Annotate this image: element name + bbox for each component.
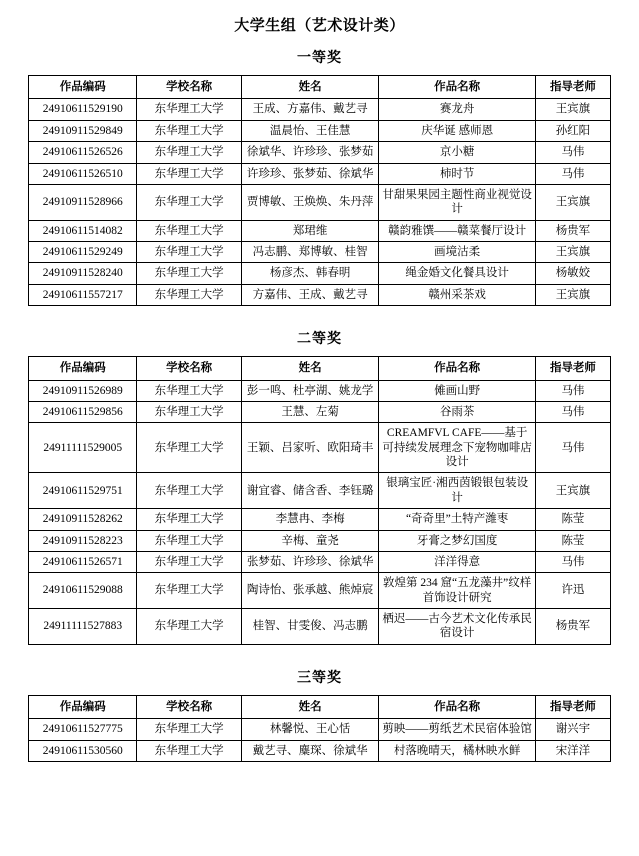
award-table-second <box>28 356 611 645</box>
award-section-second <box>28 328 611 645</box>
cell-name: 王成、方嘉伟、戴艺寻 <box>241 99 379 120</box>
cell-school: 东华理工大学 <box>137 220 241 241</box>
column-header-name: 姓名 <box>241 695 379 718</box>
table-row <box>29 380 611 401</box>
cell-teacher: 王宾旗 <box>535 284 610 305</box>
award-table-first <box>28 75 611 306</box>
cell-code: 24910911528223 <box>29 530 137 551</box>
cell-work: 庆华诞 感师恩 <box>379 120 535 141</box>
table-row <box>29 530 611 551</box>
table-row <box>29 740 611 761</box>
award-table-third <box>28 695 611 762</box>
column-header-name: 姓名 <box>241 76 379 99</box>
table-row <box>29 263 611 284</box>
cell-teacher: 杨贵军 <box>535 220 610 241</box>
table-row <box>29 242 611 263</box>
award-section-first <box>28 47 611 306</box>
cell-name: 辛梅、童尧 <box>241 530 379 551</box>
column-header-teacher: 指导老师 <box>535 76 610 99</box>
cell-school: 东华理工大学 <box>137 530 241 551</box>
cell-code: 24910611529190 <box>29 99 137 120</box>
cell-work: 谷雨茶 <box>379 401 535 422</box>
cell-name: 许珍珍、张梦茹、徐斌华 <box>241 163 379 184</box>
column-header-work: 作品名称 <box>379 76 535 99</box>
cell-work: CREAMFVL CAFE——基于可持续发展理念下宠物咖啡店设计 <box>379 423 535 473</box>
cell-school: 东华理工大学 <box>137 473 241 509</box>
table-row <box>29 284 611 305</box>
cell-school: 东华理工大学 <box>137 142 241 163</box>
cell-name: 王颖、吕家听、欧阳琦丰 <box>241 423 379 473</box>
table-row <box>29 401 611 422</box>
cell-code: 24910611529751 <box>29 473 137 509</box>
cell-code: 24911111527883 <box>29 609 137 645</box>
cell-code: 24910911528240 <box>29 263 137 284</box>
cell-teacher: 马伟 <box>535 551 610 572</box>
column-header-school: 学校名称 <box>137 76 241 99</box>
cell-work: 傩画山野 <box>379 380 535 401</box>
table-header-row <box>29 357 611 380</box>
cell-code: 24910911528262 <box>29 509 137 530</box>
cell-name: 张梦茹、许珍珍、徐斌华 <box>241 551 379 572</box>
cell-school: 东华理工大学 <box>137 263 241 284</box>
cell-work: 村落晚晴天，橘林映水鲜 <box>379 740 535 761</box>
column-header-name: 姓名 <box>241 357 379 380</box>
cell-code: 24910611529856 <box>29 401 137 422</box>
cell-school: 东华理工大学 <box>137 609 241 645</box>
table-row <box>29 551 611 572</box>
cell-school: 东华理工大学 <box>137 423 241 473</box>
table-row <box>29 573 611 609</box>
table-header-row <box>29 695 611 718</box>
cell-school: 东华理工大学 <box>137 719 241 740</box>
cell-code: 24910611526571 <box>29 551 137 572</box>
cell-teacher: 王宾旗 <box>535 473 610 509</box>
column-header-school: 学校名称 <box>137 695 241 718</box>
cell-name: 徐斌华、许珍珍、张梦茹 <box>241 142 379 163</box>
cell-teacher: 陈莹 <box>535 530 610 551</box>
section-title-third: 三等奖 <box>297 670 342 686</box>
cell-work: 京小糖 <box>379 142 535 163</box>
cell-name: 王慧、左菊 <box>241 401 379 422</box>
section-spacer <box>28 649 611 657</box>
cell-name: 李慧冉、李梅 <box>241 509 379 530</box>
cell-teacher: 王宾旗 <box>535 242 610 263</box>
cell-work: 柿时节 <box>379 163 535 184</box>
table-header-row <box>29 76 611 99</box>
cell-work: 敦煌第 234 窟“五龙藻井”纹样首饰设计研究 <box>379 573 535 609</box>
table-row <box>29 220 611 241</box>
section-spacer <box>28 310 611 318</box>
cell-school: 东华理工大学 <box>137 573 241 609</box>
cell-name: 冯志鹏、郑博敏、桂智 <box>241 242 379 263</box>
cell-code: 24910611526510 <box>29 163 137 184</box>
cell-teacher: 王宾旗 <box>535 99 610 120</box>
table-row <box>29 473 611 509</box>
cell-name: 贾博敏、王焕焕、朱丹萍 <box>241 184 379 220</box>
cell-code: 24910911526989 <box>29 380 137 401</box>
cell-work: 甘甜果果园主题性商业视觉设计 <box>379 184 535 220</box>
table-row <box>29 99 611 120</box>
cell-code: 24910611527775 <box>29 719 137 740</box>
cell-work: 牙膏之梦幻国度 <box>379 530 535 551</box>
cell-name: 郑珺维 <box>241 220 379 241</box>
cell-code: 24910611529249 <box>29 242 137 263</box>
table-row <box>29 120 611 141</box>
cell-school: 东华理工大学 <box>137 99 241 120</box>
cell-code: 24910611526526 <box>29 142 137 163</box>
cell-name: 陶诗怡、张承越、熊焯宸 <box>241 573 379 609</box>
column-header-work: 作品名称 <box>379 357 535 380</box>
cell-teacher: 马伟 <box>535 142 610 163</box>
cell-teacher: 孙红阳 <box>535 120 610 141</box>
cell-teacher: 谢兴宇 <box>535 719 610 740</box>
cell-school: 东华理工大学 <box>137 509 241 530</box>
cell-school: 东华理工大学 <box>137 242 241 263</box>
cell-school: 东华理工大学 <box>137 380 241 401</box>
cell-teacher: 宋洋洋 <box>535 740 610 761</box>
cell-name: 杨彦杰、韩春明 <box>241 263 379 284</box>
table-row <box>29 163 611 184</box>
page-title: 大学生组（艺术设计类） <box>234 18 405 34</box>
cell-code: 24910611529088 <box>29 573 137 609</box>
cell-work: 赣韵雅馔——赣菜餐厅设计 <box>379 220 535 241</box>
cell-work: 赛龙舟 <box>379 99 535 120</box>
column-header-teacher: 指导老师 <box>535 357 610 380</box>
cell-name: 林馨悦、王心恬 <box>241 719 379 740</box>
cell-school: 东华理工大学 <box>137 740 241 761</box>
cell-code: 24911111529005 <box>29 423 137 473</box>
cell-work: 画境沽柔 <box>379 242 535 263</box>
cell-code: 24910911529849 <box>29 120 137 141</box>
table-row <box>29 423 611 473</box>
cell-teacher: 杨贵军 <box>535 609 610 645</box>
cell-name: 方嘉伟、王成、戴艺寻 <box>241 284 379 305</box>
column-header-teacher: 指导老师 <box>535 695 610 718</box>
cell-school: 东华理工大学 <box>137 120 241 141</box>
column-header-school: 学校名称 <box>137 357 241 380</box>
cell-code: 24910611530560 <box>29 740 137 761</box>
section-title-first: 一等奖 <box>297 51 342 66</box>
table-row <box>29 509 611 530</box>
cell-teacher: 马伟 <box>535 401 610 422</box>
cell-work: 银璃宝匠·湘西茵锻银包装设计 <box>379 473 535 509</box>
column-header-code: 作品编码 <box>29 357 137 380</box>
cell-school: 东华理工大学 <box>137 401 241 422</box>
cell-name: 谢宜睿、储含香、李钰璐 <box>241 473 379 509</box>
section-title-second: 二等奖 <box>297 332 342 348</box>
table-row <box>29 609 611 645</box>
cell-teacher: 杨敏姣 <box>535 263 610 284</box>
cell-name: 戴艺寻、麋琛、徐斌华 <box>241 740 379 761</box>
cell-work: 赣州采茶戏 <box>379 284 535 305</box>
table-row <box>29 719 611 740</box>
award-section-third <box>28 667 611 762</box>
cell-school: 东华理工大学 <box>137 163 241 184</box>
cell-work: “奇奇里”土特产潍枣 <box>379 509 535 530</box>
cell-teacher: 马伟 <box>535 380 610 401</box>
cell-work: 剪映——剪纸艺术民宿体验馆 <box>379 719 535 740</box>
cell-school: 东华理工大学 <box>137 184 241 220</box>
cell-name: 桂智、甘雯俊、冯志鹏 <box>241 609 379 645</box>
cell-teacher: 马伟 <box>535 163 610 184</box>
column-header-work: 作品名称 <box>379 695 535 718</box>
cell-code: 24910611514082 <box>29 220 137 241</box>
column-header-code: 作品编码 <box>29 76 137 99</box>
cell-teacher: 王宾旗 <box>535 184 610 220</box>
cell-teacher: 许迅 <box>535 573 610 609</box>
cell-work: 栖迟——古今艺术文化传承民宿设计 <box>379 609 535 645</box>
table-row <box>29 184 611 220</box>
table-row <box>29 142 611 163</box>
cell-code: 24910911528966 <box>29 184 137 220</box>
cell-teacher: 陈莹 <box>535 509 610 530</box>
cell-school: 东华理工大学 <box>137 284 241 305</box>
column-header-code: 作品编码 <box>29 695 137 718</box>
cell-teacher: 马伟 <box>535 423 610 473</box>
cell-name: 温晨怡、王佳慧 <box>241 120 379 141</box>
cell-work: 洋洋得意 <box>379 551 535 572</box>
cell-code: 24910611557217 <box>29 284 137 305</box>
cell-work: 绳金婚文化餐具设计 <box>379 263 535 284</box>
cell-school: 东华理工大学 <box>137 551 241 572</box>
cell-name: 彭一鸣、杜亭湖、姚龙学 <box>241 380 379 401</box>
